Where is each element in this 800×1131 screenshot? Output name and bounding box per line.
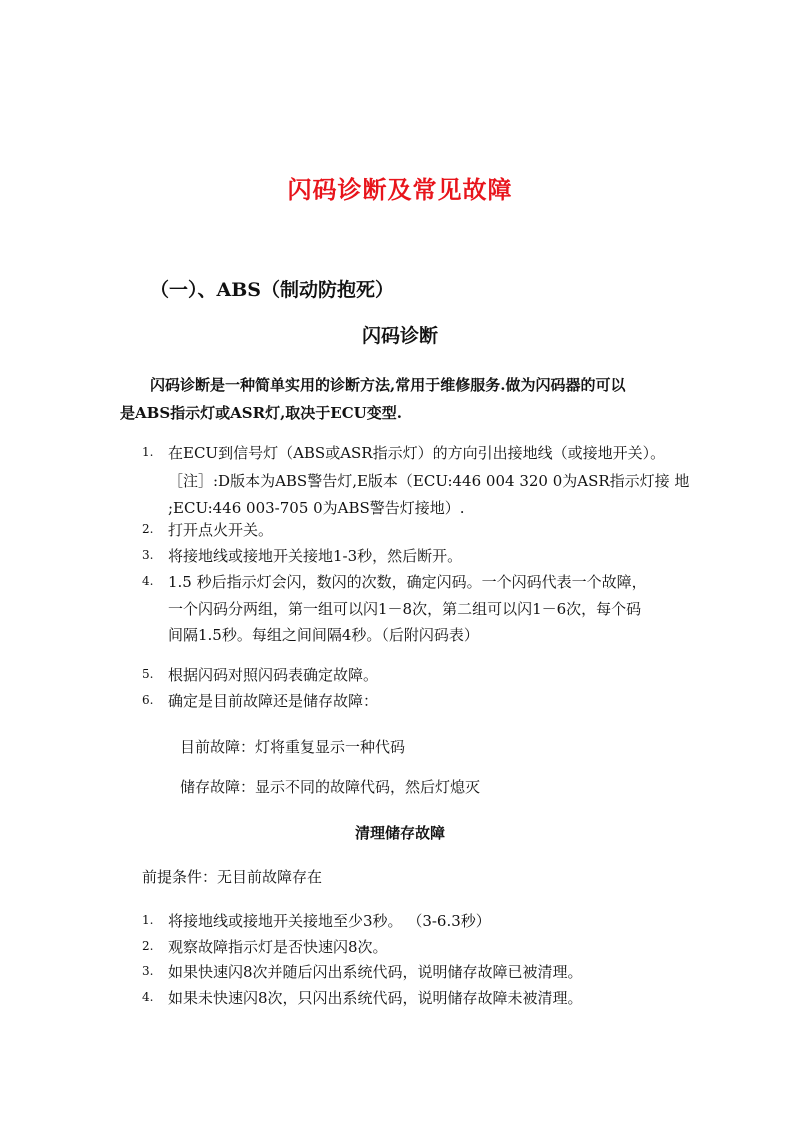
list-item-text: 将接地线或接地开关接地至少3秒。 （3-6.3秒） [168, 912, 491, 930]
list-item-text: 打开点火开关。 [168, 521, 274, 539]
list-item-text: 确定是目前故障还是储存故障： [168, 692, 379, 710]
document-title: 闪码诊断及常见故障 [287, 175, 513, 204]
list-item-text: ;ECU:446 003-705 0为ABS警告灯接地）. [168, 499, 465, 517]
list-item-number: 3. [142, 548, 154, 562]
list-item-number: 2. [142, 522, 154, 536]
subtitle: 闪码诊断 [361, 325, 438, 347]
list-item-text: 根据闪码对照闪码表确定故障。 [168, 666, 379, 684]
section-heading: （一）、ABS（制动防抱死） [150, 279, 395, 301]
list-item-text: 1.5 秒后指示灯会闪，数闪的次数，确定闪码。一个闪码代表一个故障， [168, 573, 647, 591]
clear-faults-heading: 清理储存故障 [354, 824, 445, 842]
list-item-number: 6. [142, 693, 154, 707]
list-item-number: 2. [142, 939, 154, 953]
list-item-text: 一个闪码分两组，第一组可以闪1－8次，第二组可以闪1－6次，每个码 [168, 600, 642, 618]
intro-line-1: 闪码诊断是一种简单实用的诊断方法,常用于维修服务.做为闪码器的可以 [150, 376, 626, 394]
list-item-text: 在ECU到信号灯（ABS或ASR指示灯）的方向引出接地线（或接地开关）。 [168, 444, 666, 462]
list-item [0, 690, 800, 714]
list-item [0, 987, 800, 1011]
list-item [0, 936, 800, 960]
list-item-text: 观察故障指示灯是否快速闪8次。 [168, 938, 388, 956]
list-item [0, 571, 800, 649]
list-item-number: 5. [142, 667, 154, 681]
current-fault-description: 目前故障：灯将重复显示一种代码 [180, 738, 406, 756]
list-item [0, 442, 800, 520]
list-item-number: 3. [142, 964, 154, 978]
list-item-text: 如果未快速闪8次，只闪出系统代码，说明储存故障未被清理。 [168, 989, 583, 1007]
list-item-text: 间隔1.5秒。每组之间间隔4秒。（后附闪码表） [168, 626, 479, 644]
list-item-number: 1. [142, 445, 154, 459]
list-item [0, 664, 800, 688]
precondition: 前提条件：无目前故障存在 [142, 868, 323, 886]
list-item [0, 910, 800, 934]
intro-line-2: 是ABS指示灯或ASR灯,取决于ECU变型. [120, 404, 402, 422]
list-item-text: ［注］:D版本为ABS警告灯,E版本（ECU:446 004 320 0为ASR指示灯接 地 [168, 472, 690, 490]
stored-fault-description: 储存故障：显示不同的故障代码，然后灯熄灭 [180, 778, 481, 796]
list-item-number: 1. [142, 913, 154, 927]
list-item-text: 如果快速闪8次并随后闪出系统代码，说明储存故障已被清理。 [168, 963, 583, 981]
list-item-number: 4. [142, 574, 154, 588]
list-item-number: 4. [142, 990, 154, 1004]
list-item-text: 将接地线或接地开关接地1-3秒，然后断开。 [168, 547, 463, 565]
list-item [0, 961, 800, 985]
list-item [0, 519, 800, 543]
list-item [0, 545, 800, 569]
